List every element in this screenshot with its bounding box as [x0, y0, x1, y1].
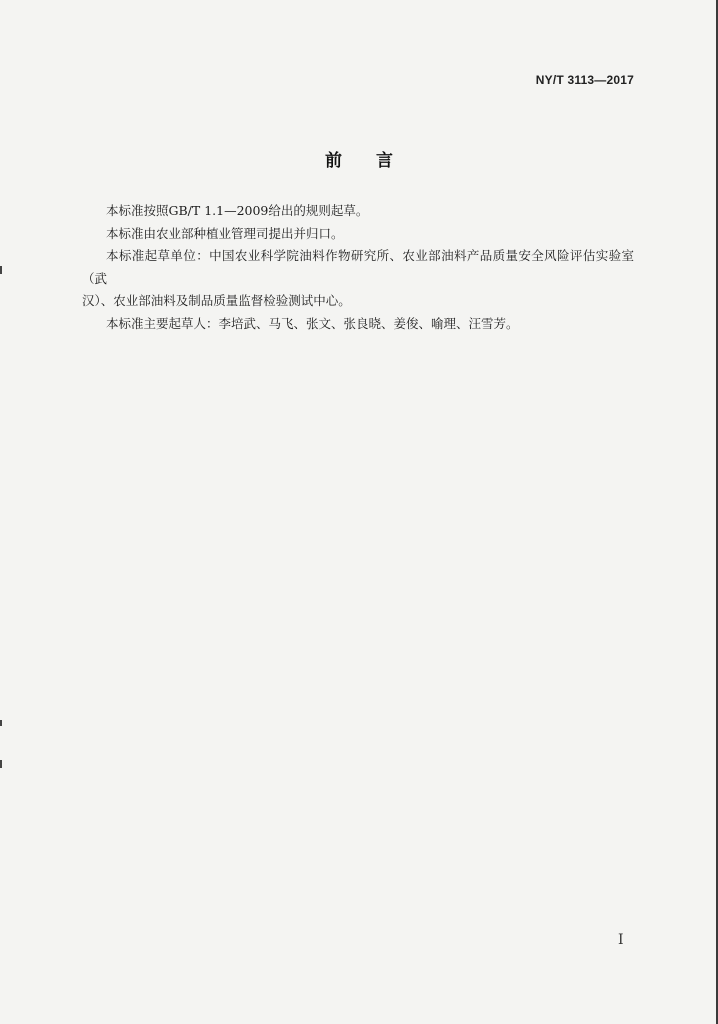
scan-edge-mark	[0, 266, 2, 274]
standard-number: NY/T 3113—2017	[535, 73, 634, 87]
paragraph-drafting-rules: 本标准按照GB/T 1.1—2009给出的规则起草。	[106, 203, 369, 218]
scan-edge-mark	[0, 720, 2, 726]
paragraph-drafters: 本标准主要起草人：李培武、马飞、张文、张良晓、姜俊、喻理、汪雪芳。	[106, 315, 519, 331]
page-number: I	[618, 932, 624, 948]
foreword-body	[82, 200, 634, 335]
scan-edge-mark	[0, 760, 2, 768]
paragraph-drafting-units-continued: 汉）、农业部油料及制品质量监督检验测试中心。	[82, 293, 351, 308]
paragraph-proposer: 本标准由农业部种植业管理司提出并归口。	[106, 225, 344, 241]
page-title: 前言	[325, 151, 427, 171]
paragraph-drafting-units: 本标准起草单位：中国农业科学院油料作物研究所、农业部油料产品质量安全风险评估实验室（武	[82, 248, 634, 286]
